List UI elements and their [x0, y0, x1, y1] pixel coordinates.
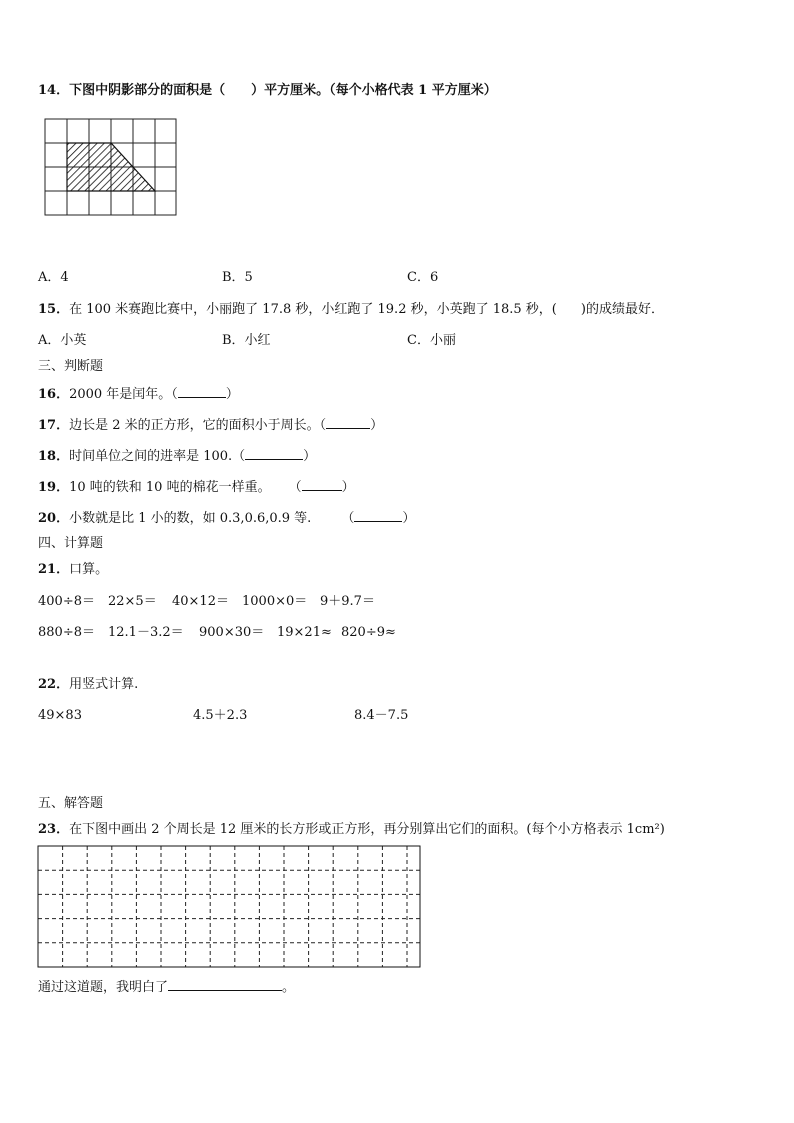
- q17-number: 17．: [38, 418, 70, 433]
- q15-option-c[interactable]: C．小丽: [407, 333, 456, 348]
- q22-item: 49×83: [38, 708, 82, 723]
- q21-item: 400÷8＝: [38, 594, 95, 609]
- q22-number: 22．: [38, 677, 70, 692]
- q23-text: 23．在下图中画出 2 个周长是 12 厘米的长方形或正方形，再分别算出它们的面积。(每个小方格表示 1cm²): [38, 822, 665, 837]
- q22-item: 8.4－7.5: [354, 708, 409, 723]
- q23-dotted-grid[interactable]: [37, 845, 423, 969]
- q21-number: 21．: [38, 562, 70, 577]
- q16-number: 16．: [38, 387, 70, 402]
- q16-answer-blank[interactable]: [178, 385, 226, 398]
- q20-number: 20．: [38, 511, 70, 526]
- q15-number: 15．: [38, 302, 70, 317]
- q19-text: 19．10 吨的铁和 10 吨的棉花一样重。 （ ）: [38, 480, 355, 495]
- q21-text: 21．口算。: [38, 562, 109, 577]
- section-4-heading: 四、计算题: [38, 536, 104, 551]
- q17-answer-blank[interactable]: [326, 416, 370, 429]
- q18-number: 18．: [38, 449, 70, 464]
- q23-footer: 通过这道题，我明白了 。: [38, 980, 296, 995]
- q21-item: 880÷8＝: [38, 625, 95, 640]
- q21-item: 22×5＝: [108, 594, 157, 609]
- q19-answer-blank[interactable]: [302, 478, 342, 491]
- q16-text: 16．2000 年是闰年。（ ）: [38, 387, 239, 402]
- q15-text: 15．在 100 米赛跑比赛中，小丽跑了 17.8 秒，小红跑了 19.2 秒，小英跑了 18.5 秒，( )的成绩最好．: [38, 302, 664, 317]
- section-3-heading: 三、判断题: [38, 359, 104, 374]
- q17-text: 17．边长是 2 米的正方形，它的面积小于周长。（ ）: [38, 418, 384, 433]
- q14-number: 14．: [38, 83, 70, 98]
- q21-item: 820÷9≈: [341, 625, 396, 640]
- q14-grid-figure: [44, 118, 184, 218]
- section-5-heading: 五、解答题: [38, 796, 104, 811]
- q23-number: 23．: [38, 822, 70, 837]
- q22-text: 22．用竖式计算.: [38, 677, 139, 692]
- q15-option-b[interactable]: B．小红: [222, 333, 271, 348]
- q14-option-a[interactable]: A．4: [38, 270, 69, 285]
- q14-option-b[interactable]: B．5: [222, 270, 253, 285]
- q20-answer-blank[interactable]: [354, 509, 402, 522]
- q14-option-c[interactable]: C．6: [407, 270, 439, 285]
- q20-text: 20．小数就是比 1 小的数，如 0.3,0.6,0.9 等. （ ）: [38, 511, 416, 526]
- q23-footer-blank[interactable]: [168, 978, 282, 991]
- q19-number: 19．: [38, 480, 70, 495]
- q21-item: 9＋9.7＝: [320, 594, 375, 609]
- q18-text: 18．时间单位之间的进率是 100.（ ）: [38, 449, 317, 464]
- q22-item: 4.5＋2.3: [193, 708, 248, 723]
- q21-item: 40×12＝: [172, 594, 229, 609]
- q21-item: 900×30＝: [199, 625, 265, 640]
- q18-answer-blank[interactable]: [245, 447, 303, 460]
- q15-option-a[interactable]: A．小英: [38, 333, 87, 348]
- q21-item: 19×21≈: [277, 625, 332, 640]
- q14-text: 14．下图中阴影部分的面积是（ ）平方厘米。（每个小格代表 1 平方厘米）: [38, 83, 497, 98]
- q21-item: 1000×0＝: [242, 594, 308, 609]
- q21-item: 12.1－3.2＝: [108, 625, 184, 640]
